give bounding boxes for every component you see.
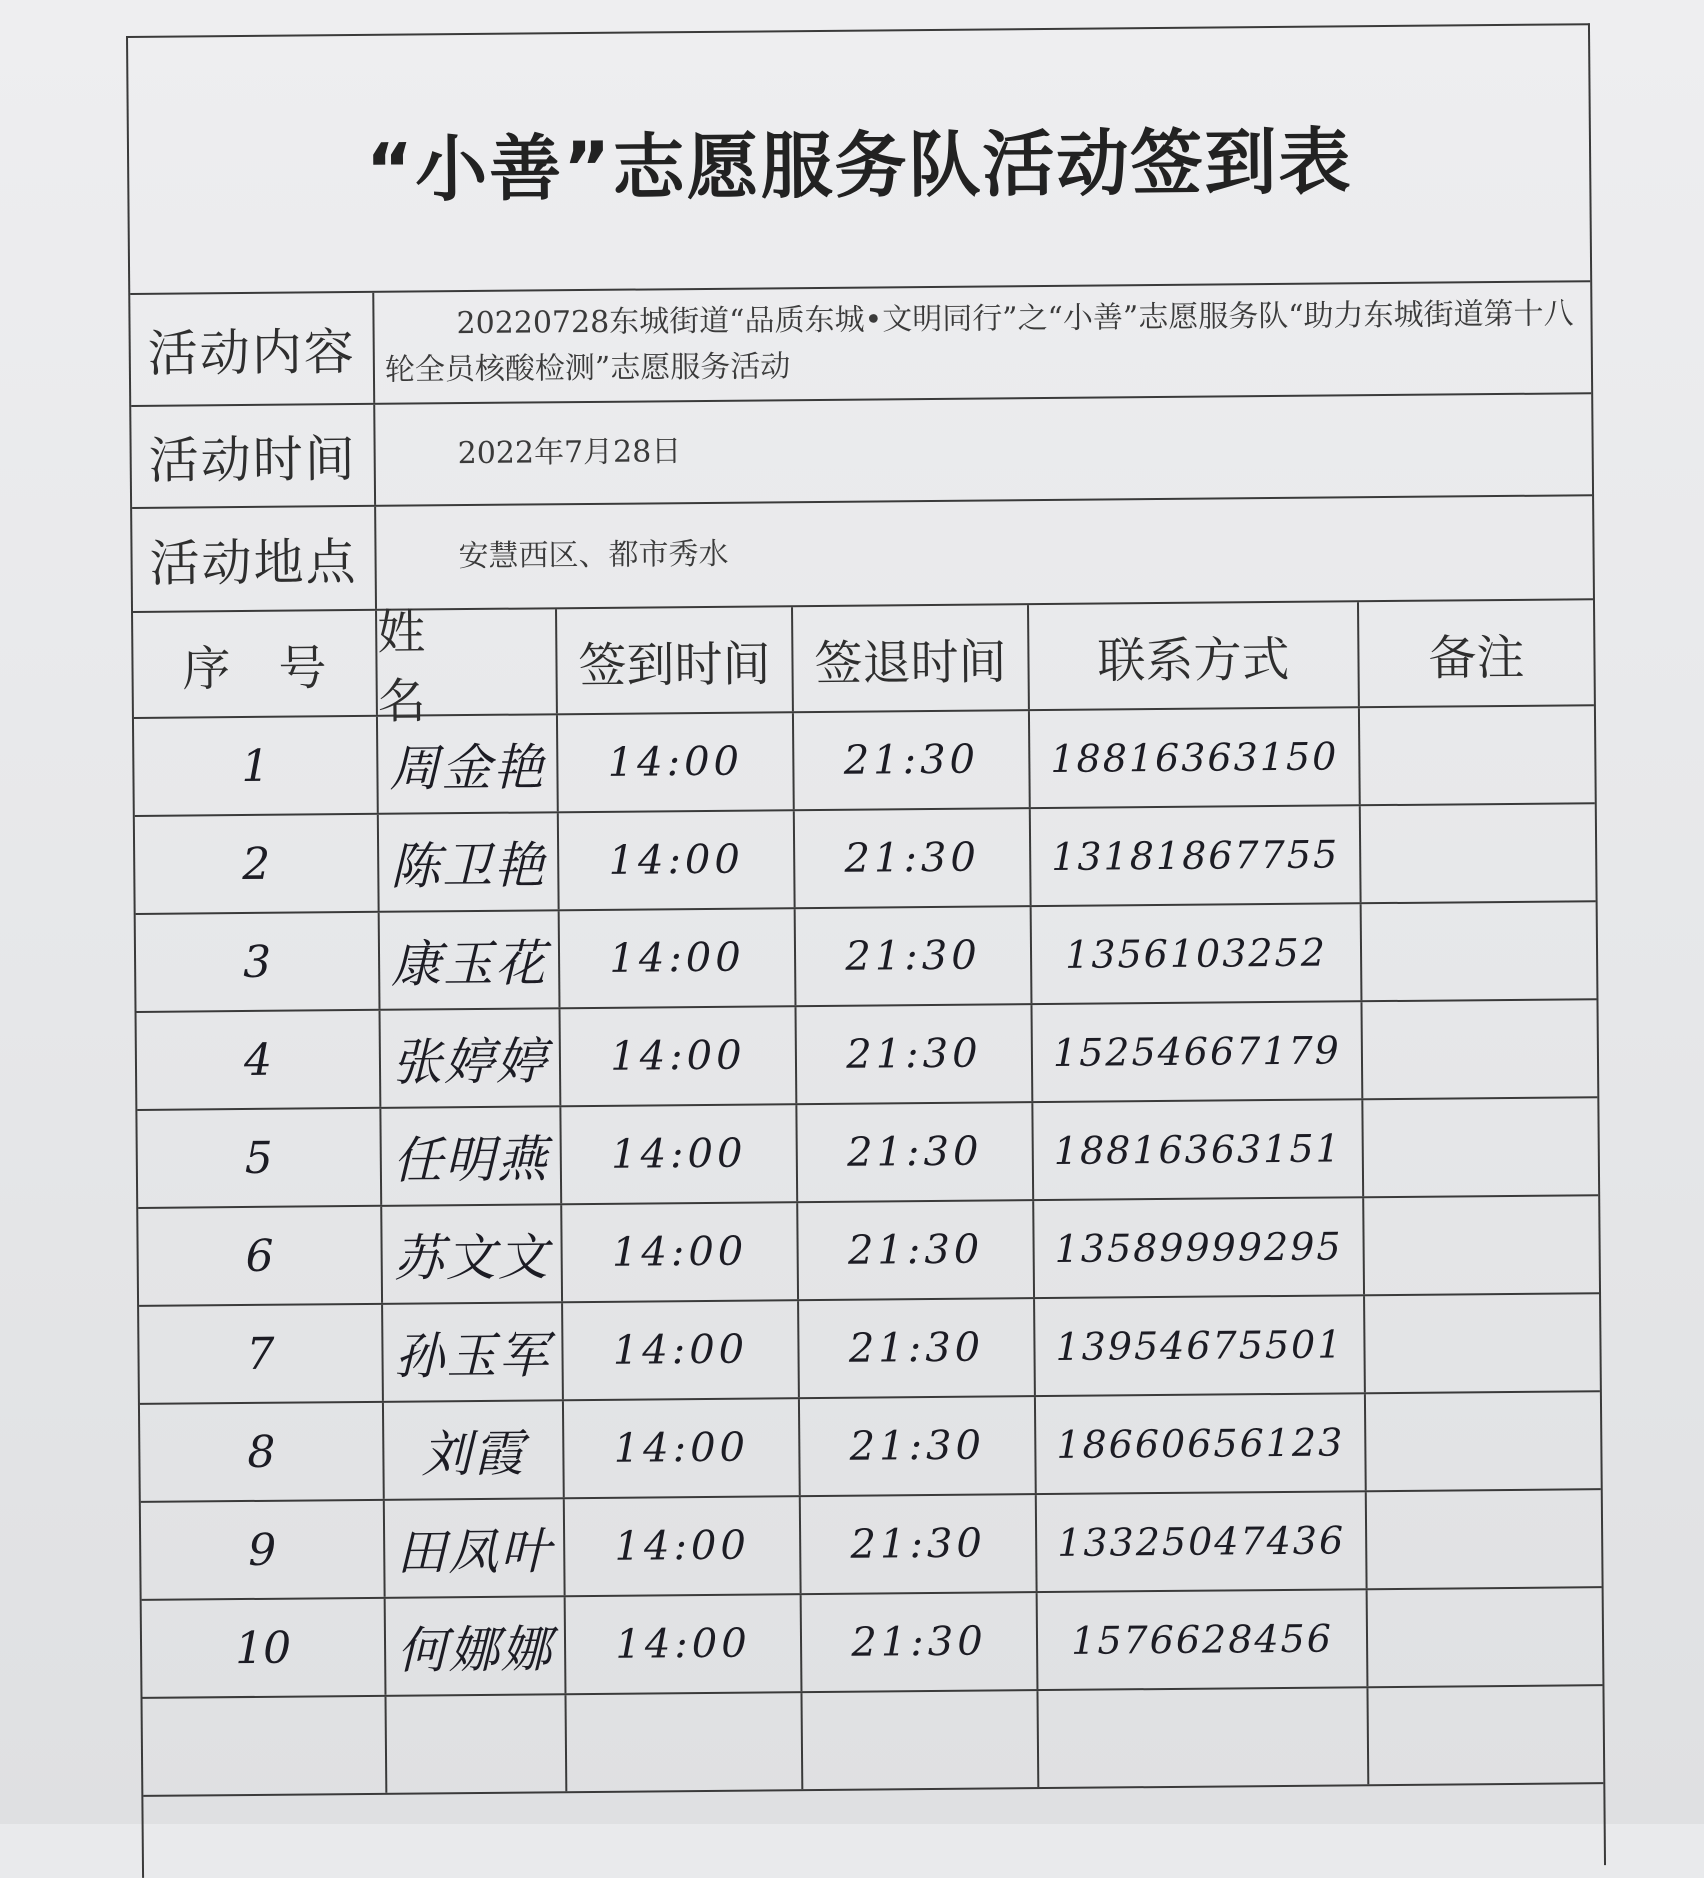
cell-sign-out: 21:30 [801,1495,1038,1593]
cell-note [1362,1000,1597,1098]
cell-sign-out: 21:30 [794,711,1031,809]
cell-sign-in: 14:00 [559,811,796,909]
cell-note [1361,804,1596,902]
cell-no: 6 [138,1207,383,1305]
cell-sign-out: 21:30 [796,907,1033,1005]
table-row [141,1490,1602,1601]
cell-note [1365,1294,1600,1392]
header-note: 备注 [1428,629,1525,687]
cell-contact: 13589999295 [1034,1198,1365,1297]
cell-note [1366,1392,1601,1490]
cell-no: 5 [137,1109,382,1207]
cell-sign-in: 14:00 [561,1105,798,1203]
cell-contact: 18816363151 [1033,1100,1364,1199]
cell-no: 1 [134,717,379,815]
header-contact: 联系方式 [1029,602,1360,709]
cell-sign-out [802,1691,1039,1789]
cell-sign-in: 14:00 [560,909,797,1007]
table-row [135,804,1596,915]
cell-no: 7 [139,1305,384,1403]
cell-name: 周金艳 [378,715,559,813]
sheet-title: “小善”志愿服务队活动签到表 [128,25,1590,295]
table-header [133,600,1594,730]
info-row-place [132,496,1593,613]
time-value: 2022年7月28日 [457,434,682,472]
table-row [136,902,1597,1013]
cell-sign-out: 21:30 [795,809,1032,907]
cell-name: 任明燕 [381,1107,562,1205]
content-value-cell [374,282,1591,403]
cell-name: 陈卫艳 [379,813,560,911]
sign-in-sheet [126,23,1606,1878]
cell-no: 3 [136,913,381,1011]
cell-name: 田凤叶 [385,1499,566,1597]
cell-name: 康玉花 [380,911,561,1009]
header-sign-in: 签到时间 [557,607,794,713]
cell-no: 2 [135,815,380,913]
cell-sign-out: 21:30 [798,1201,1035,1299]
cell-note [1368,1686,1603,1784]
cell-name: 张婷婷 [381,1009,562,1107]
table-row [143,1686,1604,1797]
cell-sign-in [566,1693,803,1791]
cell-note [1360,706,1595,804]
cell-contact: 1356103252 [1032,904,1363,1003]
place-label: 活动地点 [132,507,377,611]
cell-contact: 18660656123 [1036,1394,1367,1493]
cell-sign-out: 21:30 [800,1397,1037,1495]
table-row [142,1588,1603,1699]
cell-contact [1038,1688,1369,1787]
place-value: 安慧西区、都市秀水 [458,536,729,575]
table-row [140,1392,1601,1503]
cell-contact: 13954675501 [1035,1296,1366,1395]
cell-no: 10 [142,1599,387,1697]
cell-no: 4 [137,1011,382,1109]
cell-no [143,1697,388,1795]
cell-contact: 18816363150 [1030,708,1361,807]
cell-sign-in: 14:00 [563,1301,800,1399]
cell-contact: 13325047436 [1037,1492,1368,1591]
cell-name: 刘霞 [384,1401,565,1499]
cell-note [1364,1196,1599,1294]
header-sign-out: 签退时间 [793,605,1030,711]
cell-sign-out: 21:30 [797,1103,1034,1201]
cell-contact: 15254667179 [1032,1002,1363,1101]
cell-contact: 1576628456 [1038,1590,1369,1689]
table-row [137,1098,1598,1209]
cell-name [387,1695,568,1793]
cell-sign-in: 14:00 [558,713,795,811]
cell-name: 孙玉军 [383,1303,564,1401]
time-label: 活动时间 [131,405,376,507]
header-name: 姓 名 [377,609,558,715]
header-no: 序 号 [133,611,378,717]
cell-sign-in: 14:00 [562,1203,799,1301]
cell-note [1367,1490,1602,1588]
cell-contact: 13181867755 [1031,806,1362,905]
content-label: 活动内容 [130,293,375,405]
cell-name: 何娜娜 [386,1597,567,1695]
cell-sign-out: 21:30 [802,1593,1039,1691]
cell-sign-in: 14:00 [566,1595,803,1693]
table-row [138,1196,1599,1307]
table-row [139,1294,1600,1405]
cell-note [1368,1588,1603,1686]
info-row-content [130,282,1591,407]
cell-sign-in: 14:00 [564,1399,801,1497]
cell-note [1363,1098,1598,1196]
cell-sign-in: 14:00 [565,1497,802,1595]
cell-no: 8 [140,1403,385,1501]
cell-note [1362,902,1597,1000]
table-row [137,1000,1598,1111]
cell-no: 9 [141,1501,386,1599]
cell-name: 苏文文 [382,1205,563,1303]
cell-sign-out: 21:30 [797,1005,1034,1103]
cell-sign-out: 21:30 [799,1299,1036,1397]
table-row [134,706,1595,817]
info-row-time [131,394,1592,509]
cell-sign-in: 14:00 [561,1007,798,1105]
content-value: 20220728东城街道“品质东城•文明同行”之“小善”志愿服务队“助力东城街道第十八轮全员核酸检测”志愿服务活动 [384,296,1574,388]
